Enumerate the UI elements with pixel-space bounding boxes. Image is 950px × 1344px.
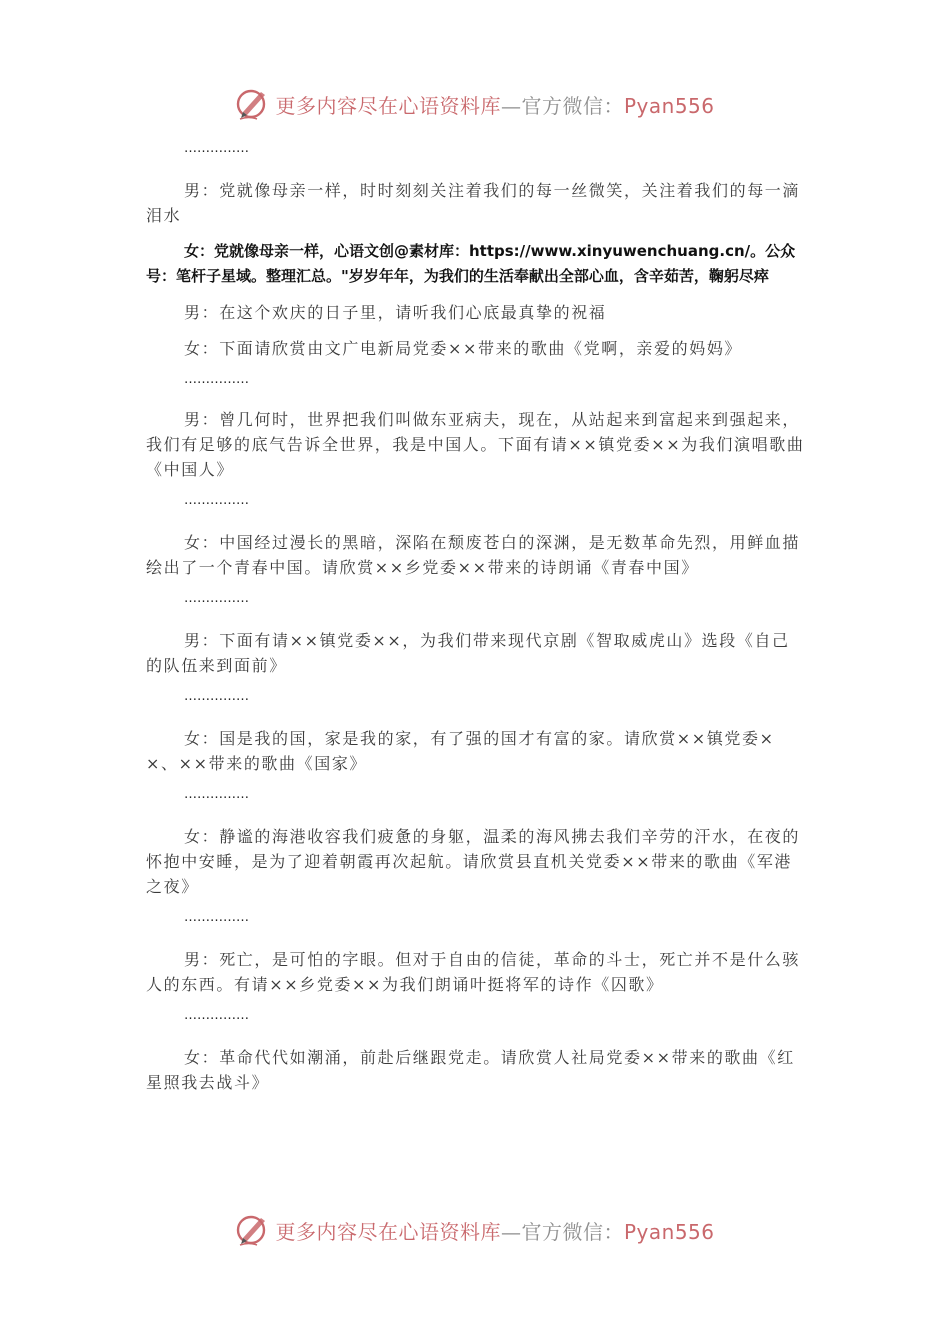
pen-logo-icon [235,1212,271,1248]
ellipsis-separator: …………… [184,372,249,387]
paragraph-3: 男：在这个欢庆的日子里，请听我们心底最真挚的祝福 [184,303,607,322]
header-wechat-id: Pyan556 [623,93,715,118]
ellipsis-separator: …………… [184,141,249,156]
footer-wechat-id: Pyan556 [623,1219,715,1244]
footer-banner [0,1210,950,1250]
ellipsis-separator: …………… [184,689,249,704]
document-body [146,142,806,1095]
header-banner [0,84,950,124]
paragraph-5: 男：曾几何时，世界把我们叫做东亚病夫，现在，从站起来到富起来到强起来，我们有足够的底气告诉全世界，我是中国人。下面有请××镇党委××为我们演唱歌曲《中国人》 [146,410,805,479]
paragraph-9: 女：静谧的海港收容我们疲惫的身躯，温柔的海风拂去我们辛劳的汗水，在夜的怀抱中安睡，是为了迎着朝霞再次起航。请欣赏县直机关党委××带来的歌曲《军港之夜》 [146,827,801,896]
paragraph-7: 男：下面有请××镇党委××，为我们带来现代京剧《智取威虎山》选段《自己的队伍来到面前》 [146,631,790,675]
paragraph-10: 男：死亡，是可怕的字眼。但对于自由的信徒，革命的斗士，死亡并不是什么骇人的东西。有请××乡党委××为我们朗诵叶挺将军的诗作《囚歌》 [146,950,801,994]
pen-logo-icon [235,86,271,122]
paragraph-2: 女：党就像母亲一样，心语文创@素材库：https://www.xinyuwenchuang.cn/。公众号：笔杆子星域。整理汇总。"岁岁年年，为我们的生活奉献出全部心血，含辛茹苦，鞠躬尽瘁 [146,242,796,285]
ellipsis-separator: …………… [184,1008,249,1023]
header-main-text: 更多内容尽在心语资料库 [275,93,501,118]
paragraph-6: 女：中国经过漫长的黑暗，深陷在颓废苍白的深渊，是无数革命先烈，用鲜血描绘出了一个青春中国。请欣赏××乡党委××带来的诗朗诵《青春中国》 [146,533,801,577]
paragraph-11: 女：革命代代如潮涌，前赴后继跟党走。请欣赏人社局党委××带来的歌曲《红星照我去战斗》 [146,1048,795,1092]
footer-dash: — [500,1219,522,1244]
paragraph-1: 男：党就像母亲一样，时时刻刻关注着我们的每一丝微笑，关注着我们的每一滴泪水 [146,181,801,225]
header-dash: — [500,93,522,118]
paragraph-4: 女：下面请欣赏由文广电新局党委××带来的歌曲《党啊，亲爱的妈妈》 [184,339,743,358]
ellipsis-separator: …………… [184,910,249,925]
footer-wechat-label: 官方微信： [521,1219,624,1244]
ellipsis-separator: …………… [184,787,249,802]
paragraph-8: 女：国是我的国，家是我的家，有了强的国才有富的家。请欣赏××镇党委××、××带来的歌曲《国家》 [146,729,775,773]
footer-main-text: 更多内容尽在心语资料库 [275,1219,501,1244]
header-wechat-label: 官方微信： [521,93,624,118]
ellipsis-separator: …………… [184,493,249,508]
ellipsis-separator: …………… [184,591,249,606]
